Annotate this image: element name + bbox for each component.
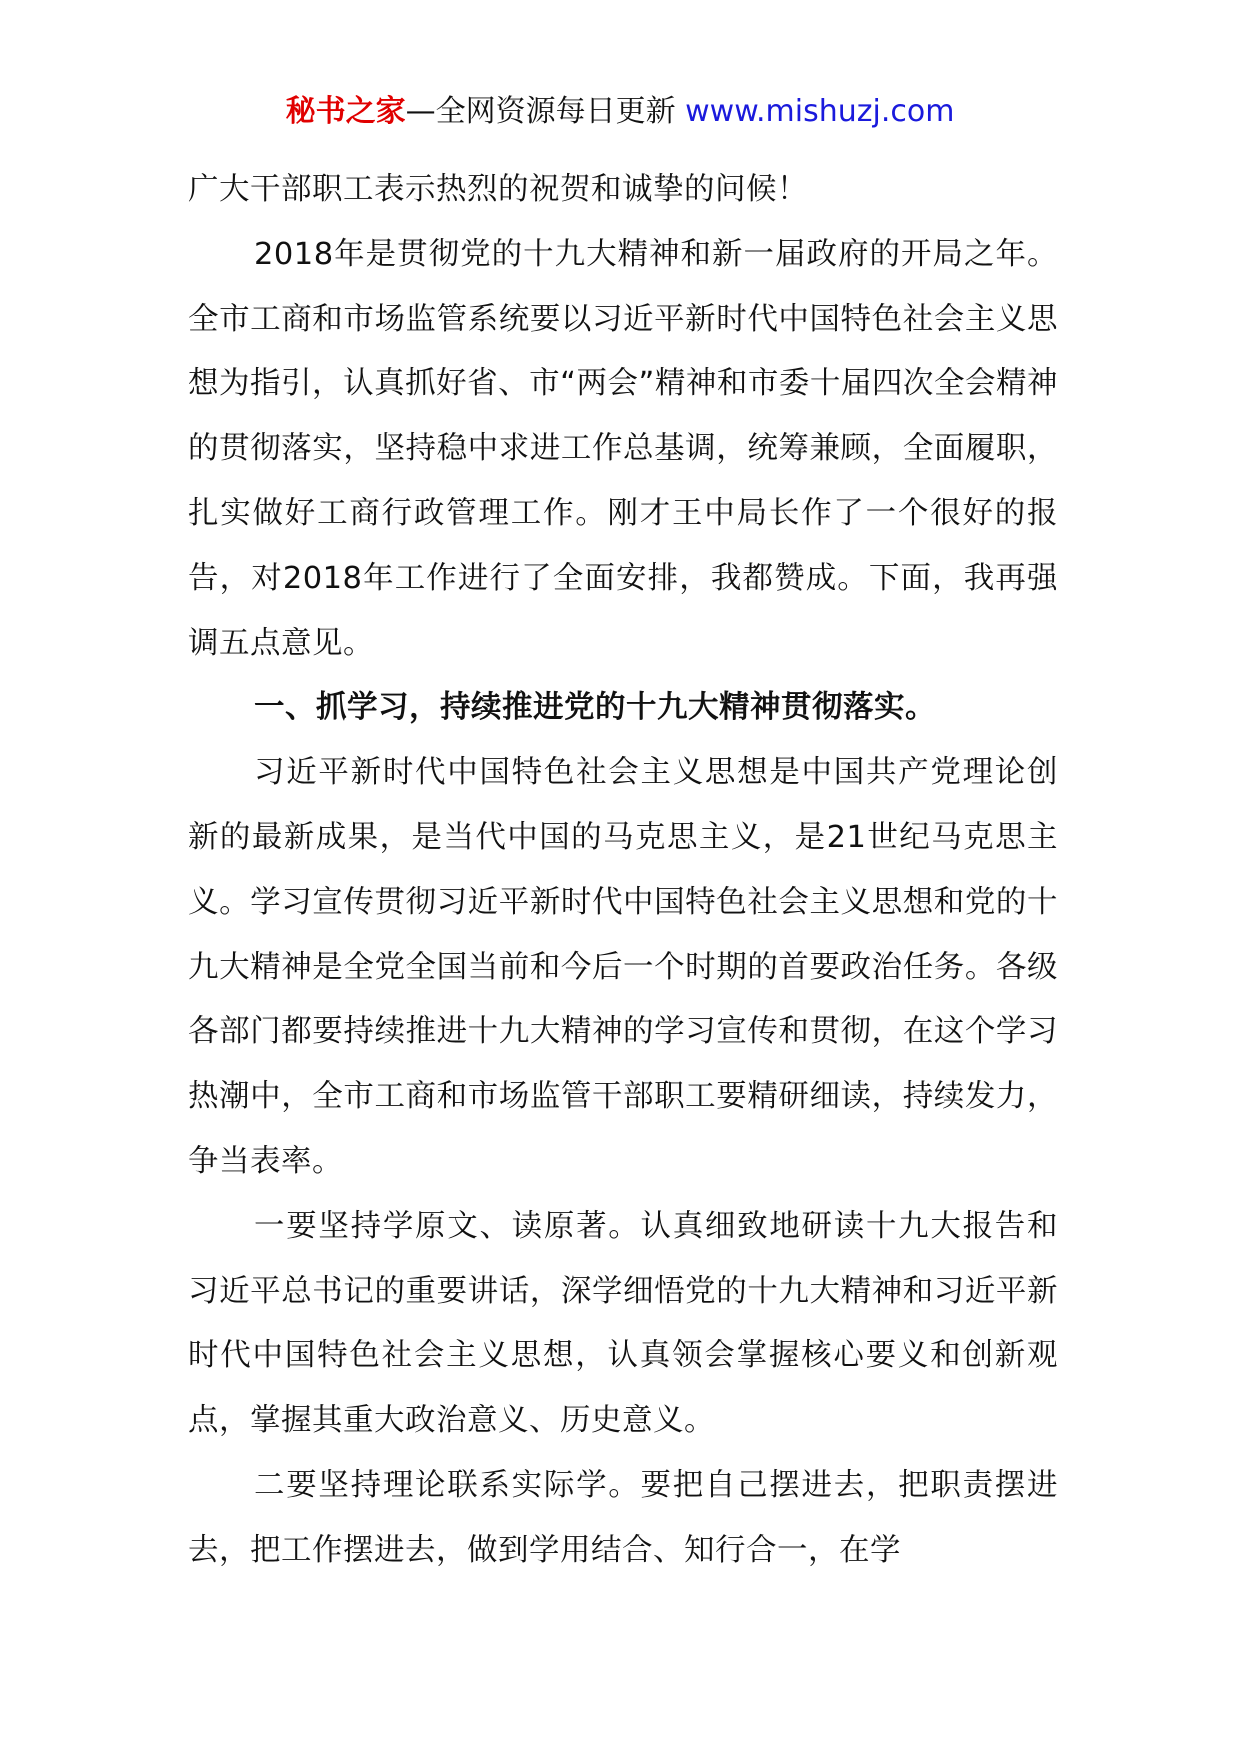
document-header xyxy=(0,92,1240,132)
paragraph-section-1: 习近平新时代中国特色社会主义思想是中国共产党理论创新的最新成果，是当代中国的马克思主义，是21世纪马克思主义。学习宣传贯彻习近平新时代中国特色社会主义思想和党的十九大精神是全党全国当前和今后一个时期的首要政治任务。各级各部门都要持续推进十九大精神的学习宣传和贯彻，在这个学习热潮中，全市工商和市场监管干部职工要精研细读，持续发力，争当表率。 xyxy=(188,755,1058,1179)
site-tagline: —全网资源每日更新 xyxy=(405,94,686,129)
paragraph-continued: 广大干部职工表示热烈的祝贺和诚挚的问候！ xyxy=(188,172,808,207)
site-brand: 秘书之家 xyxy=(285,94,406,129)
site-url-link[interactable]: www.mishuzj.com xyxy=(685,94,955,129)
paragraph-point-1: 一要坚持学原文、读原著。认真细致地研读十九大报告和习近平总书记的重要讲话，深学细悟党的十九大精神和习近平新时代中国特色社会主义思想，认真领会掌握核心要义和创新观点，掌握其重大政治意义、历史意义。 xyxy=(188,1208,1058,1439)
paragraph-point-2: 二要坚持理论联系实际学。要把自己摆进去，把职责摆进去，把工作摆进去，做到学用结合、知行合一，在学 xyxy=(188,1467,1058,1568)
document-body xyxy=(188,158,1058,1584)
section-heading-1: 一、抓学习，持续推进党的十九大精神贯彻落实。 xyxy=(254,690,936,726)
paragraph-intro: 2018年是贯彻党的十九大精神和新一届政府的开局之年。全市工商和市场监管系统要以习近平新时代中国特色社会主义思想为指引，认真抓好省、市“两会”精神和市委十届四次全会精神的贯彻落实，坚持稳中求进工作总基调，统筹兼顾，全面履职，扎实做好工商行政管理工作。刚才王中局长作了一个很好的报告，对2018年工作进行了全面安排，我都赞成。下面，我再强调五点意见。 xyxy=(188,236,1058,661)
